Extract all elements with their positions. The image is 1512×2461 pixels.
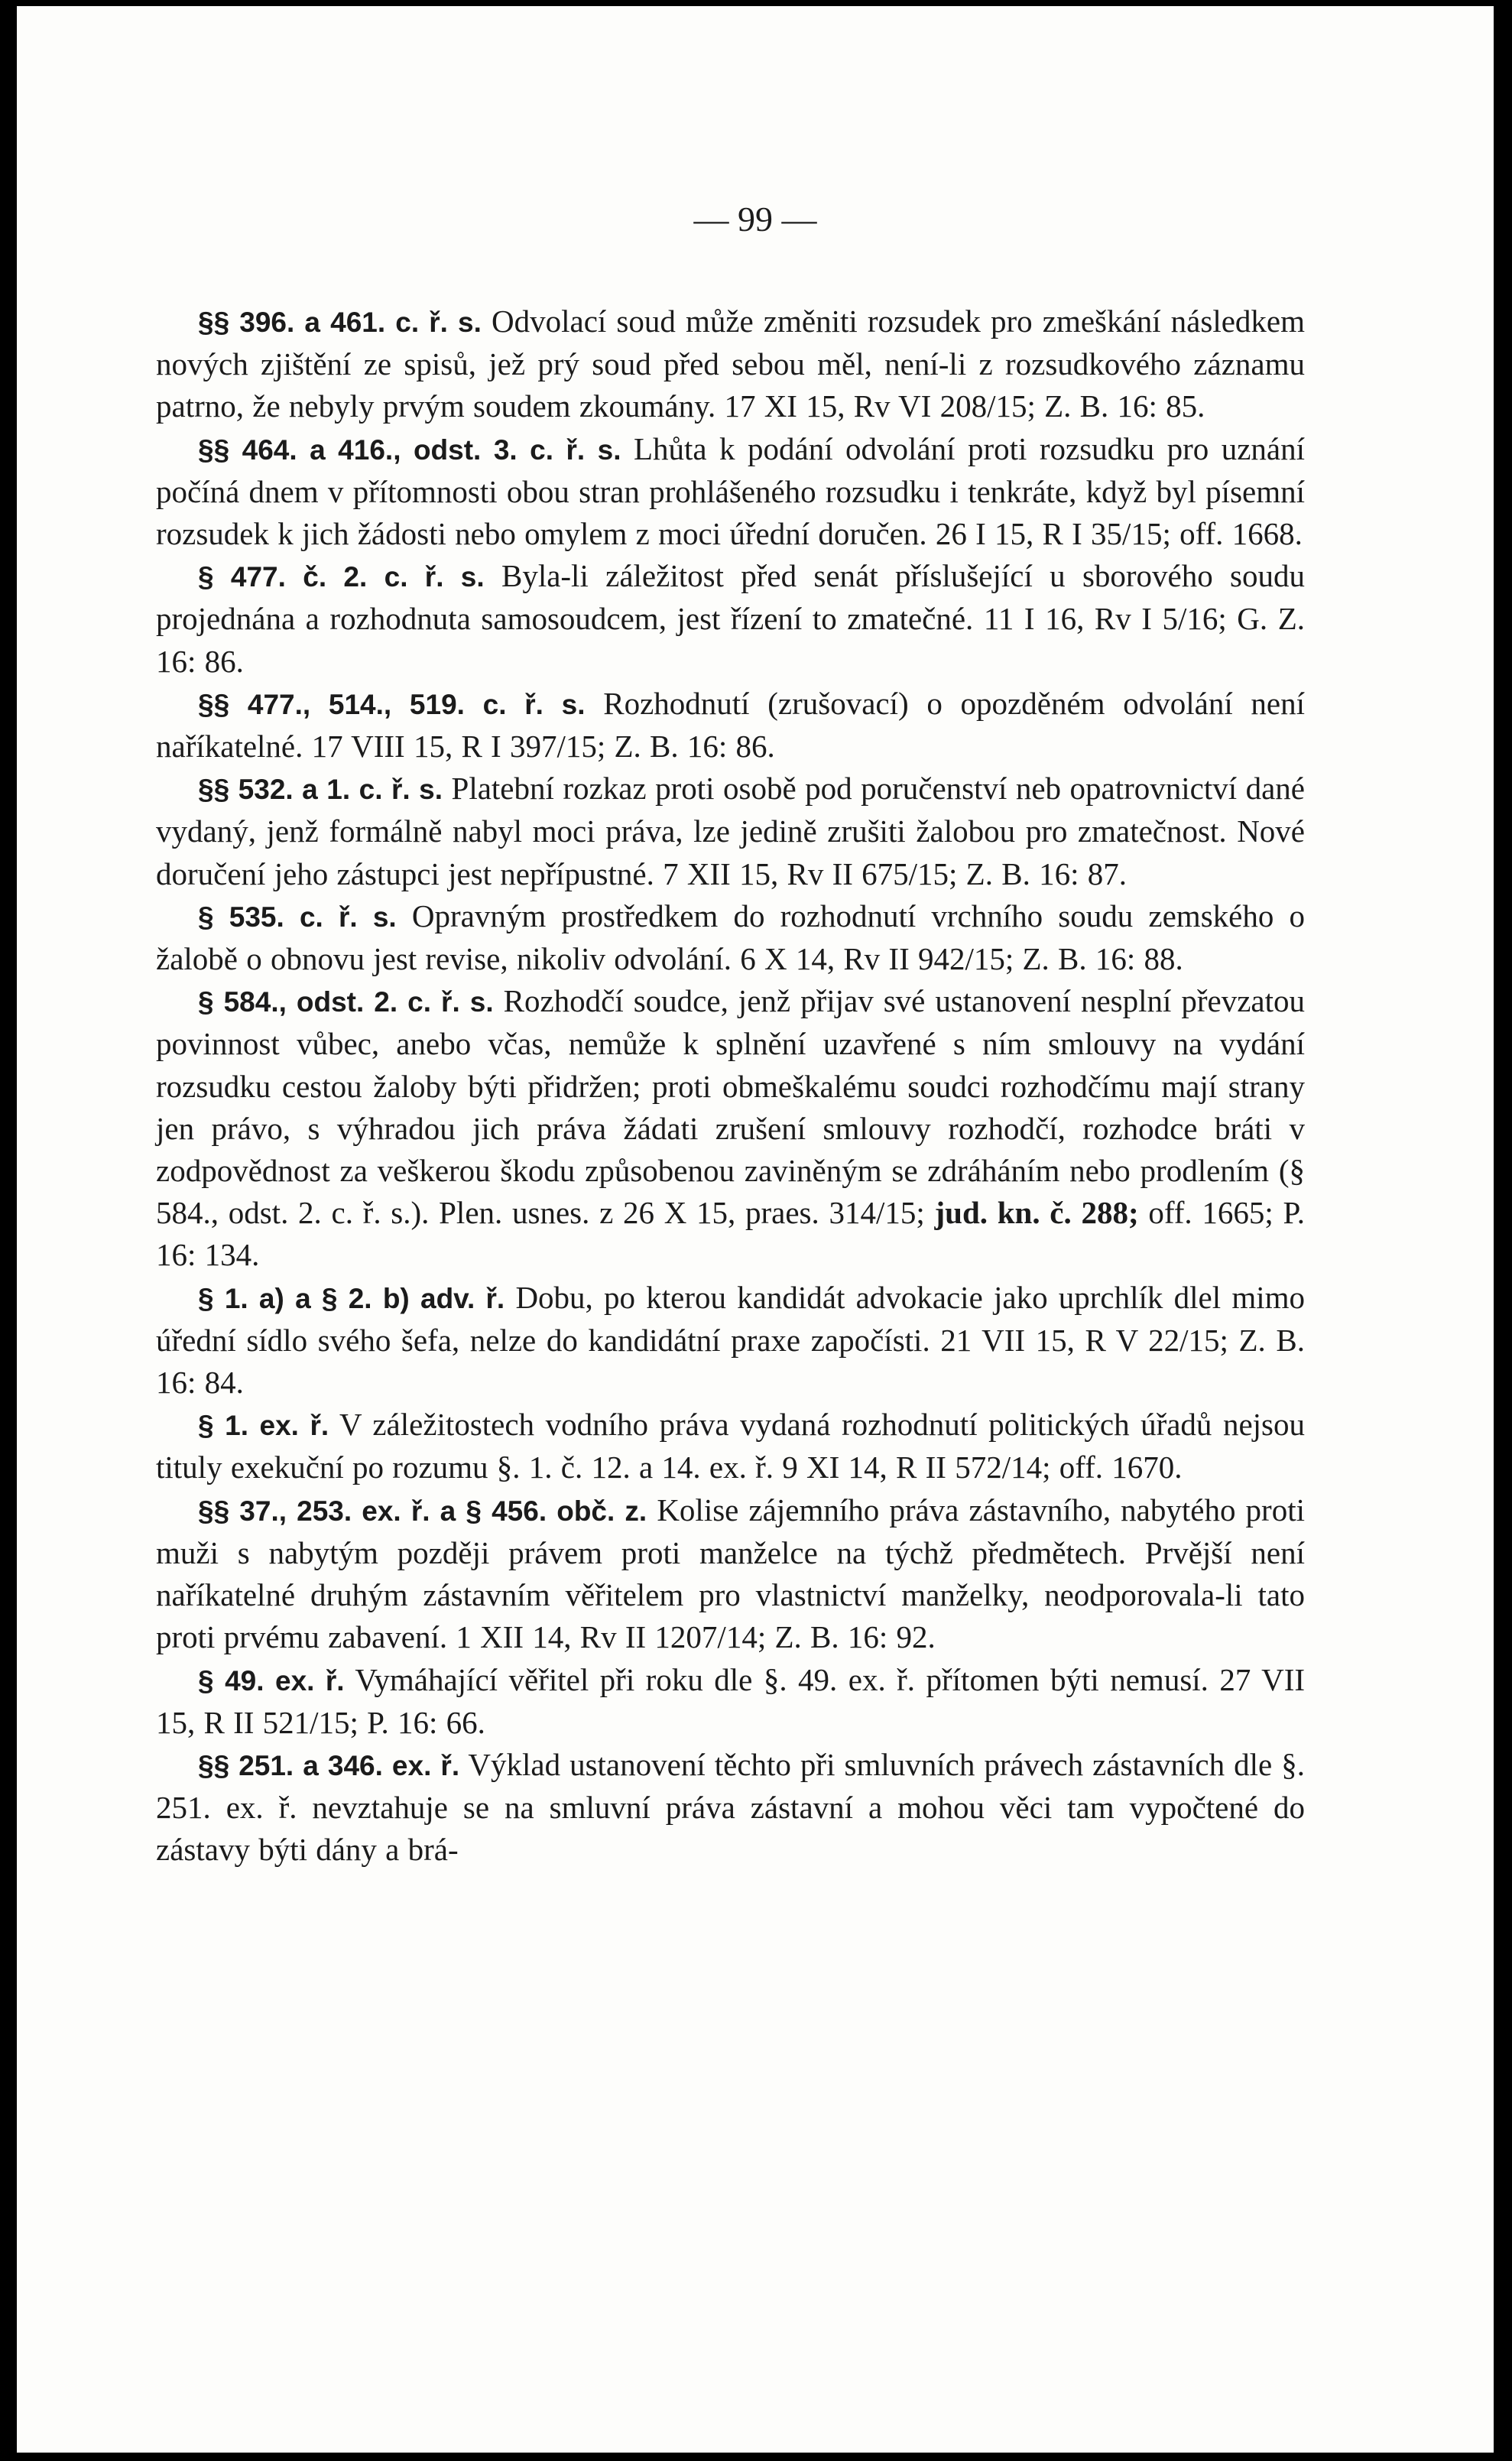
entry-citation: jud. kn. č. 288; bbox=[934, 1195, 1139, 1231]
entry-text: Výklad ustanovení těchto při smluvních právech zástavních dle §. 251. ex. ř. nevztahuje se na smluvní práva zástavní a mohou věci tam vypočtené do zástavy býti dány a brá- bbox=[156, 1746, 1305, 1868]
entry-reference: § 535. c. ř. s. bbox=[198, 901, 397, 933]
entry-text-tail: off. 1665; P. 16: 134. bbox=[156, 1195, 1306, 1273]
entry bbox=[156, 1659, 1305, 1744]
entry bbox=[156, 1744, 1305, 1872]
entry bbox=[156, 895, 1305, 980]
entry-reference: §§ 464. a 416., odst. 3. c. ř. s. bbox=[198, 433, 621, 466]
entry bbox=[156, 1277, 1305, 1404]
entry-text: Vymáhající věřitel při roku dle §. 49. ex. ř. přítomen býti nemusí. 27 VII 15, R II 521/15; P. 16: 66. bbox=[156, 1661, 1305, 1740]
entry-text: Byla-li záležitost před senát příslušející u sborového soudu projednána a rozhodnuta samosoudcem, jest řízení to zmatečné. 11 I 16, Rv I 5/16; G. Z. 16: 86. bbox=[156, 558, 1305, 679]
entry-text: Dobu, po kterou kandidát advokacie jako uprchlík dlel mimo úřední sídlo svého šefa, nelze do kandidátní praxe započísti. 21 VII 15, R V 22/15; Z. B. 16: 84. bbox=[156, 1279, 1306, 1401]
entry-reference: §§ 532. a 1. c. ř. s. bbox=[198, 774, 443, 806]
entry-text: Rozhodnutí (zrušovací) o opozděném odvolání není naříkatelné. 17 VIII 15, R I 397/15; Z. B. 16: 86. bbox=[156, 685, 1306, 765]
book-page bbox=[17, 6, 1494, 2453]
entry-text: Platební rozkaz proti osobě pod poručenství neb opatrovnictví dané vydaný, jenž formálně nabyl moci práva, lze jedině zrušiti žalobou pro zmatečnost. Nové doručení jeho zástupci jest nepřípustné. 7 XII 15, Rv II 675/15; Z. B. 16: 87. bbox=[156, 771, 1306, 891]
entry-text: Opravným prostředkem do rozhodnutí vrchního soudu zemského o žalobě o obnovu jest revise, nikoliv odvolání. 6 X 14, Rv II 942/15; Z. B. 16: 88. bbox=[156, 898, 1306, 977]
entry-reference: §§ 396. a 461. c. ř. s. bbox=[198, 307, 482, 338]
entry bbox=[156, 300, 1305, 428]
page-number: — 99 — bbox=[693, 200, 817, 239]
entry-reference: § 49. ex. ř. bbox=[198, 1664, 345, 1696]
entry-text: Lhůta k podání odvolání proti rozsudku pro uznání počíná dnem v přítomnosti obou stran prohlášeného rozsudku i tenkráte, když byl písemní rozsudek k jich žádosti nebo omylem z moci úřední doručen. 26 I 15, R I 35/15; off. 1668. bbox=[156, 430, 1305, 552]
entry-text: Kolise zájemního práva zástavního, nabytého proti muži s nabytým později právem proti manželce na týchž předmětech. Prvější není naříkatelné druhým zástavním věřitelem pro vlastnictví manželky, neodporovala-li tato proti prvému zabavení. 1 XII 14, Rv II 1207/14; Z. B. 16: 92. bbox=[156, 1492, 1305, 1655]
entry-reference: § 1. a) a § 2. b) adv. ř. bbox=[198, 1282, 505, 1314]
entry-reference: § 584., odst. 2. c. ř. s. bbox=[198, 986, 494, 1018]
entry-reference: §§ 37., 253. ex. ř. a § 456. obč. z. bbox=[198, 1495, 647, 1527]
page-text bbox=[156, 300, 1305, 1872]
entry-reference: § 1. ex. ř. bbox=[198, 1410, 329, 1442]
entry-text: V záležitostech vodního práva vydaná rozhodnutí politických úřadů nejsou tituly exekuční po rozumu §. 1. č. 12. a 14. ex. ř. 9 XI 14, R II 572/14; off. 1670. bbox=[156, 1407, 1305, 1485]
entry bbox=[156, 428, 1305, 556]
entry bbox=[156, 555, 1305, 683]
entry-reference: §§ 251. a 346. ex. ř. bbox=[198, 1749, 460, 1781]
entry bbox=[156, 768, 1305, 895]
entry bbox=[156, 683, 1305, 768]
entry-reference: §§ 477., 514., 519. c. ř. s. bbox=[198, 688, 586, 720]
entry bbox=[156, 1489, 1305, 1659]
entry bbox=[156, 980, 1305, 1276]
entry-text: Odvolací soud může změniti rozsudek pro zmeškání následkem nových zjištění ze spisů, jež prý soud před sebou měl, není-li z rozsudkového záznamu patrno, že nebyly prvým soudem zkoumány. 17 XI 15, Rv VI 208/15; Z. B. 16: 85. bbox=[156, 304, 1306, 424]
entry-text: Rozhodčí soudce, jenž přijav své ustanovení nesplní převzatou povinnost vůbec, anebo včas, nemůže k splnění uzavřené s ním smlouvy na vydání rozsudku cestou žaloby býti přidržen; proti obmeškalému soudci rozhodčímu mají strany jen právo, s výhradou jich práva žádati zrušení smlouvy rozhodčí, rozhodce bráti v zodpovědnost za veškerou škodu způsobenou zaviněným se zdráháním nebo prodlením (§ 584., odst. 2. c. ř. s.). Plen. usnes. z 26 X 15, praes. 314/15; bbox=[156, 983, 1306, 1231]
entry bbox=[156, 1404, 1305, 1489]
entry-reference: § 477. č. 2. c. ř. s. bbox=[198, 561, 485, 593]
